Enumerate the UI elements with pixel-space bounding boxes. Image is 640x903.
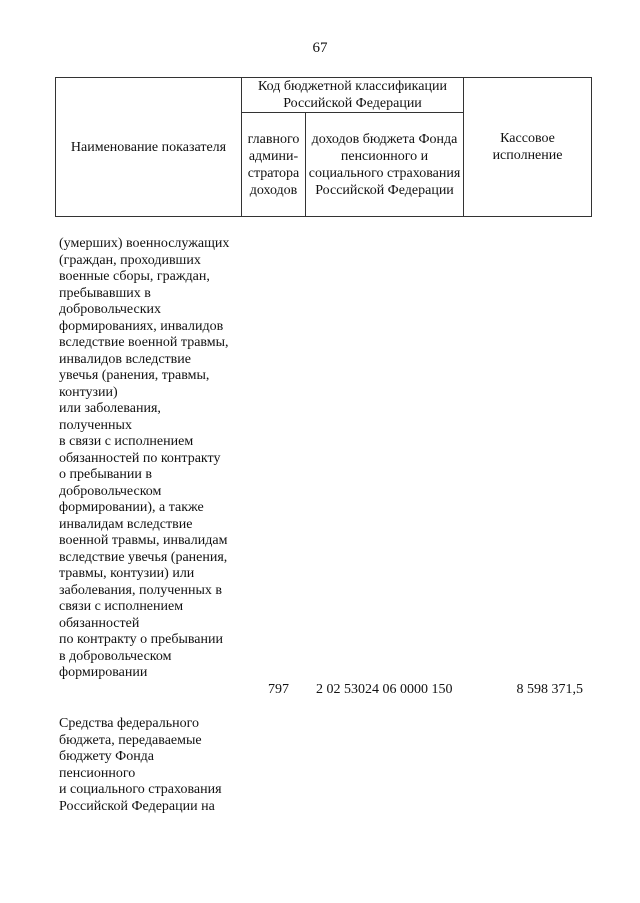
indicator-name-line: добровольческом: [59, 483, 162, 499]
row-indicator-name: [59, 236, 259, 682]
row-indicator-name: [59, 716, 259, 815]
indicator-name-line: вследствие увечья (ранения,: [59, 549, 228, 565]
indicator-name-line: формированиях, инвалидов: [59, 318, 224, 334]
indicator-name-line: пенсионного: [59, 765, 136, 781]
indicator-name-line: заболевания, полученных в: [59, 582, 222, 598]
page-number: 67: [312, 40, 328, 56]
indicator-name-line: полученных: [59, 417, 132, 433]
row-admin-code: 797: [268, 682, 289, 697]
indicator-name-line: или заболевания,: [59, 401, 161, 416]
indicator-name-line: формировании), а также: [59, 500, 204, 515]
header-indicator-name: Наименование показателя: [56, 78, 242, 217]
indicator-name-line: контузии): [59, 384, 118, 400]
indicator-name-line: военные сборы, граждан,: [59, 269, 210, 284]
indicator-name-line: в связи с исполнением: [59, 434, 194, 449]
indicator-name-line: обязанностей по контракту: [59, 450, 221, 466]
indicator-name-line: формировании: [59, 665, 148, 680]
indicator-name-line: обязанностей: [59, 615, 140, 631]
header-execution: Кассовое исполнение: [464, 78, 592, 217]
indicator-name-line: бюджета, передаваемые: [59, 732, 202, 748]
indicator-name-line: и социального страхования: [59, 782, 222, 797]
header-admin-code: главного админи-стратора доходов: [242, 113, 306, 217]
indicator-name-line: вследствие военной травмы,: [59, 335, 229, 350]
indicator-name-line: о пребывании в: [59, 467, 152, 482]
indicator-name-line: в добровольческом: [59, 648, 172, 664]
indicator-name-line: инвалидам вследствие: [59, 516, 193, 532]
indicator-name-line: связи с исполнением: [59, 599, 184, 614]
indicator-name-line: (граждан, проходивших: [59, 252, 201, 268]
indicator-name-line: Средства федерального: [59, 716, 199, 731]
indicator-name-line: Российской Федерации на: [59, 798, 215, 814]
indicator-name-line: бюджету Фонда: [59, 749, 155, 764]
indicator-name-line: увечья (ранения, травмы,: [59, 368, 210, 383]
row-execution-amount: 8 598 371,5: [516, 682, 583, 697]
indicator-name-line: добровольческих: [59, 302, 161, 317]
indicator-name-line: (умерших) военнослужащих: [59, 236, 230, 251]
indicator-name-line: пребывавших в: [59, 285, 151, 301]
header-income-code: доходов бюджета Фонда пенсионного и социального страхования Российской Федерации: [306, 113, 464, 217]
indicator-name-line: травмы, контузии) или: [59, 566, 195, 581]
header-code-group: Код бюджетной классификации Российской Федерации: [242, 78, 464, 113]
indicator-name-line: военной травмы, инвалидам: [59, 533, 228, 548]
row-income-code: 2 02 53024 06 0000 150: [316, 682, 453, 697]
indicator-name-line: по контракту о пребывании: [59, 632, 223, 647]
indicator-name-line: инвалидов вследствие: [59, 351, 191, 367]
budget-table-header: [55, 77, 592, 217]
